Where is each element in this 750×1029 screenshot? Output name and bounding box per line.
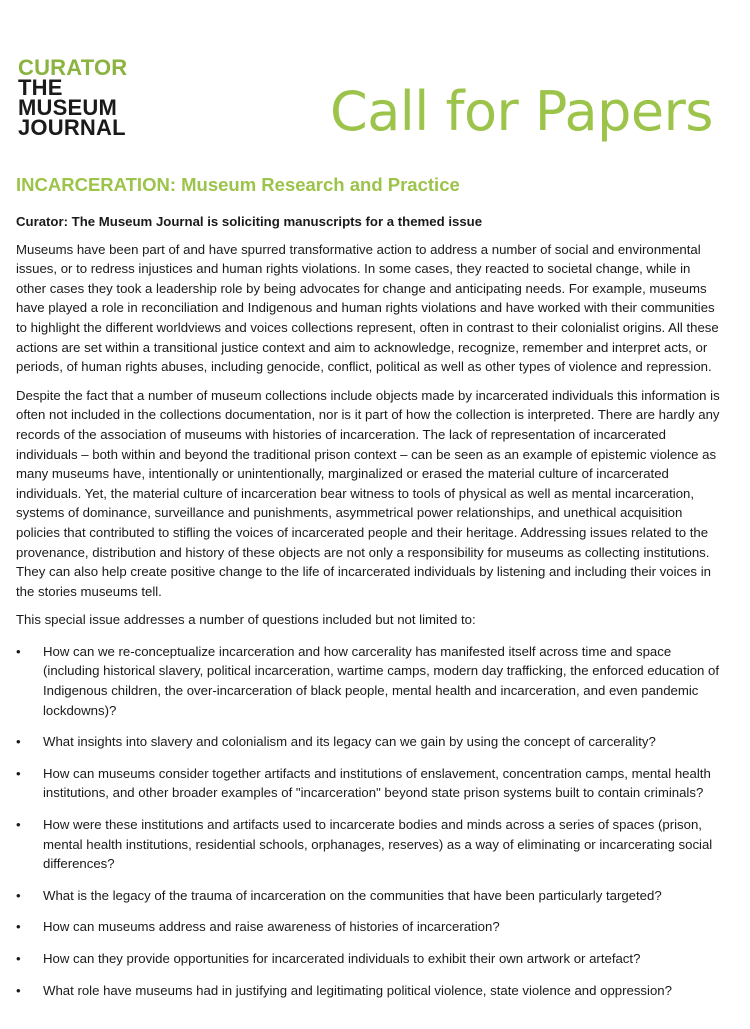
question-text: What is the legacy of the trauma of incarceration on the communities that have been particularly targeted?: [43, 887, 662, 903]
list-item: [16, 764, 720, 803]
paragraph-intro: Museums have been part of and have spurred transformative action to address a number of social and environmental issues, or to redress injustices and human rights violations. In some cases, they reacted to societal change, while in other cases they took a leadership role by being advocates for change and anticipating needs. For example, museums have played a role in reconciliation and Indigenous and human rights violations and have worked with their communities to highlight the different worldviews and voices collections represent, often in contrast to their colonialist origins. All these actions are set within a transitional justice context and aim to acknowledge, recognize, remember and interpret acts, or periods, of human rights abuses, including genocide, conflict, political as well as other types of violence and repression.: [16, 241, 719, 375]
list-item: [16, 917, 720, 937]
page-title: Call for Papers: [330, 80, 713, 143]
question-text: How can museums consider together artifacts and institutions of enslavement, concentration camps, mental health institutions, and other broader examples of "incarceration" beyond state prison systems built to contain criminals?: [43, 765, 711, 801]
question-text: How were these institutions and artifacts used to incarcerate bodies and minds across a series of spaces (prison, mental health institutions, residential schools, orphanages, reserves) as a way of eliminating or incarcerating social differences?: [43, 817, 713, 872]
bullet-icon: •: [16, 919, 21, 935]
list-item: [16, 886, 720, 906]
logo-line-the: THE: [18, 75, 63, 100]
bullet-icon: •: [16, 643, 21, 659]
bullet-icon: •: [16, 982, 21, 998]
question-text: What role have museums had in justifying and legitimating political violence, state violence and oppression?: [43, 982, 672, 998]
bullet-icon: •: [16, 734, 21, 750]
logo-line-curator: CURATOR: [18, 55, 128, 80]
question-text: How can we re-conceptualize incarceration and how carcerality has manifested itself across time and space (including historical slavery, political incarceration, wartime camps, modern day trafficking, the enforced education of Indigenous children, the over-incarceration of black people, mental health and incarceration, and even pandemic lockdowns)?: [43, 643, 720, 718]
question-text: How can they provide opportunities for incarcerated individuals to exhibit their own artwork or artefact?: [43, 951, 641, 966]
paragraph-questions-intro: This special issue addresses a number of questions included but not limited to:: [16, 612, 476, 628]
list-item: [16, 949, 720, 969]
questions-list: [16, 642, 720, 1000]
lead-statement: Curator: The Museum Journal is soliciting manuscripts for a themed issue: [16, 214, 483, 229]
bullet-icon: •: [16, 951, 21, 966]
issue-subtitle: INCARCERATION: Museum Research and Practice: [16, 174, 460, 195]
list-item: [16, 815, 720, 874]
list-item: [16, 642, 720, 720]
paragraph-context: Despite the fact that a number of museum collections include objects made by incarcerated individuals this information is often not included in the collections documentation, nor is it part of how the collection is interpreted. There are hardly any records of the association of museums with histories of incarceration. The lack of representation of incarcerated individuals – both within and beyond the traditional prison context – can be seen as an example of epistemic violence as many museums have, intentionally or unintentionally, marginalized or erased the material culture of incarcerated individuals. Yet, the material culture of incarceration bear witness to tools of physical as well as mental incarceration, systems of dominance, surveillance and punishments, asymmetrical power relationships, and unethical acquisition policies that contributed to stifling the voices of incarcerated people and their heritage. Addressing issues related to the provenance, distribution and history of these objects are not only a responsibility for museums as collecting institutions. They can also help create positive change to the life of incarcerated individuals by listening and including their voices in the stories museums tell.: [16, 387, 720, 599]
list-item: [16, 732, 720, 752]
list-item: [16, 981, 720, 1001]
question-text: What insights into slavery and colonialism and its legacy can we gain by using the concept of carcerality?: [43, 734, 656, 750]
journal-logo: [18, 55, 128, 140]
document-body: [16, 212, 720, 1012]
question-text: How can museums address and raise awareness of histories of incarceration?: [43, 919, 500, 935]
bullet-icon: •: [16, 887, 21, 903]
bullet-icon: •: [16, 765, 21, 781]
logo-line-journal: JOURNAL: [18, 115, 126, 140]
logo-line-museum: MUSEUM: [18, 95, 117, 120]
bullet-icon: •: [16, 817, 21, 833]
